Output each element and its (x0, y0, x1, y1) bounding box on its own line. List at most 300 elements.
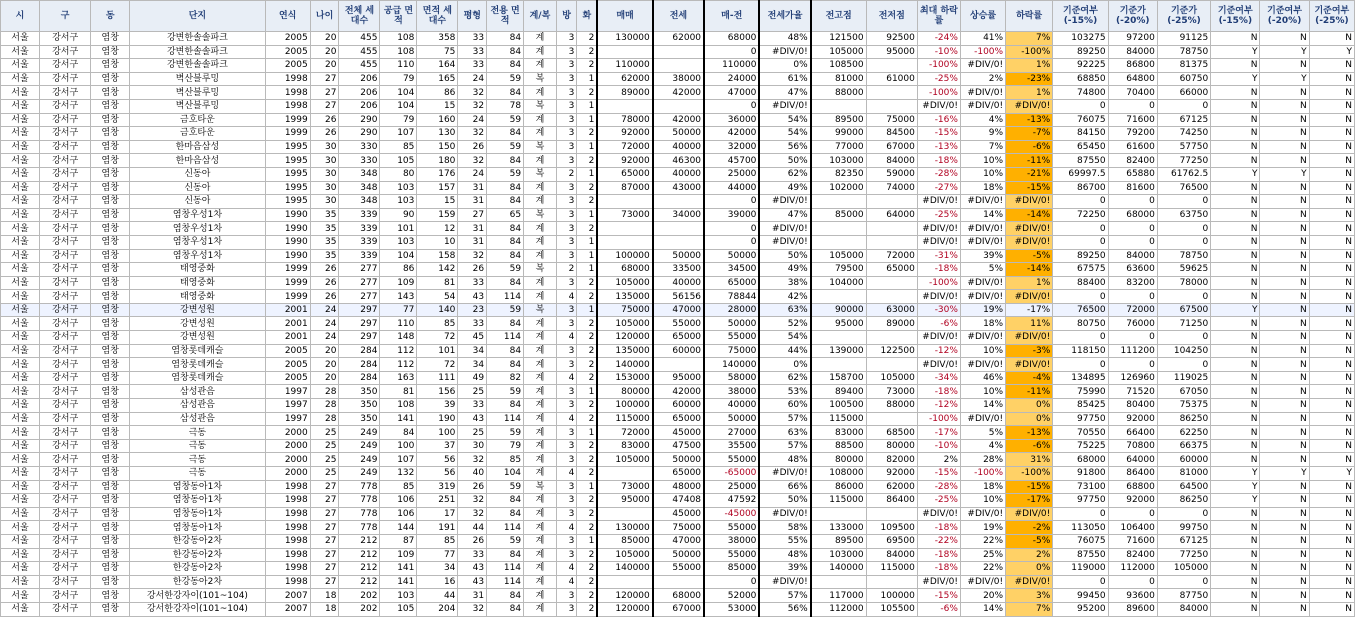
cell[interactable]: #DIV/0! (960, 222, 1005, 236)
cell[interactable] (597, 195, 652, 209)
cell[interactable]: 75 (417, 45, 458, 59)
table-row[interactable] (1, 276, 1355, 290)
cell[interactable]: 33 (458, 276, 487, 290)
cell[interactable]: N (1260, 127, 1309, 141)
cell[interactable]: 한마음삼성 (130, 154, 265, 168)
cell[interactable]: 140000 (597, 562, 652, 576)
cell[interactable]: 2005 (265, 45, 310, 59)
cell[interactable]: 염창 (91, 534, 130, 548)
column-header[interactable]: 전체 세대수 (339, 1, 380, 32)
cell[interactable]: 계 (524, 602, 557, 616)
cell[interactable]: 30 (458, 439, 487, 453)
cell[interactable]: 1990 (265, 235, 310, 249)
cell[interactable]: 91800 (1053, 467, 1108, 481)
cell[interactable]: #DIV/0! (1006, 195, 1053, 209)
cell[interactable]: 249 (339, 439, 380, 453)
cell[interactable]: 38000 (653, 72, 704, 86)
cell[interactable]: 89250 (1053, 249, 1108, 263)
cell[interactable]: 79500 (811, 263, 866, 277)
cell[interactable]: 115000 (811, 494, 866, 508)
cell[interactable]: 43 (458, 290, 487, 304)
table-row[interactable] (1, 439, 1355, 453)
cell[interactable]: -11% (1006, 154, 1053, 168)
cell[interactable]: 84 (487, 494, 524, 508)
cell[interactable]: 2% (960, 72, 1005, 86)
cell[interactable]: 36000 (704, 113, 759, 127)
cell[interactable]: 44 (417, 589, 458, 603)
cell[interactable]: N (1211, 426, 1260, 440)
cell[interactable]: 강서구 (39, 45, 90, 59)
cell[interactable]: 104 (380, 249, 417, 263)
cell[interactable]: 3 (556, 208, 577, 222)
cell[interactable]: #DIV/0! (917, 575, 960, 589)
cell[interactable] (866, 290, 917, 304)
cell[interactable]: 3 (556, 222, 577, 236)
cell[interactable]: 염창우성1차 (130, 235, 265, 249)
cell[interactable]: 삼성관음 (130, 412, 265, 426)
cell[interactable]: 132 (380, 467, 417, 481)
cell[interactable]: 79200 (1108, 127, 1157, 141)
cell[interactable]: 금호타운 (130, 127, 265, 141)
cell[interactable]: 삼성관음 (130, 385, 265, 399)
cell[interactable]: 서울 (1, 589, 40, 603)
cell[interactable]: 극동 (130, 467, 265, 481)
cell[interactable]: 89600 (1108, 602, 1157, 616)
cell[interactable]: 38000 (704, 385, 759, 399)
cell[interactable]: 2001 (265, 331, 310, 345)
cell[interactable]: 52% (759, 317, 810, 331)
cell[interactable]: 25% (960, 548, 1005, 562)
cell[interactable]: 105000 (597, 317, 652, 331)
cell[interactable]: N (1260, 195, 1309, 209)
cell[interactable]: 서울 (1, 412, 40, 426)
cell[interactable]: 65450 (1053, 140, 1108, 154)
cell[interactable]: 0 (1053, 507, 1108, 521)
cell[interactable]: 42000 (704, 127, 759, 141)
cell[interactable]: 염창 (91, 263, 130, 277)
cell[interactable]: 1998 (265, 534, 310, 548)
cell[interactable]: 58% (759, 521, 810, 535)
cell[interactable]: #DIV/0! (960, 86, 1005, 100)
cell[interactable]: 서울 (1, 222, 40, 236)
table-row[interactable] (1, 140, 1355, 154)
cell[interactable]: 강서구 (39, 344, 90, 358)
cell[interactable]: 85 (380, 480, 417, 494)
cell[interactable]: 76075 (1053, 534, 1108, 548)
cell[interactable]: 52000 (704, 589, 759, 603)
cell[interactable]: N (1211, 453, 1260, 467)
cell[interactable]: 32 (458, 602, 487, 616)
cell[interactable]: 41% (960, 32, 1005, 46)
cell[interactable]: 0% (1006, 412, 1053, 426)
cell[interactable]: 89000 (597, 86, 652, 100)
cell[interactable]: 2 (577, 59, 598, 73)
cell[interactable]: 강서구 (39, 86, 90, 100)
cell[interactable]: 49% (759, 181, 810, 195)
cell[interactable]: 10 (417, 235, 458, 249)
cell[interactable]: 55000 (704, 331, 759, 345)
cell[interactable]: 251 (417, 494, 458, 508)
cell[interactable]: 2 (577, 602, 598, 616)
cell[interactable]: 서울 (1, 140, 40, 154)
cell[interactable]: 27 (310, 575, 339, 589)
cell[interactable]: N (1211, 331, 1260, 345)
cell[interactable]: 117000 (811, 589, 866, 603)
cell[interactable]: 서울 (1, 154, 40, 168)
cell[interactable]: 82 (487, 371, 524, 385)
cell[interactable]: 134895 (1053, 371, 1108, 385)
cell[interactable]: 20 (310, 59, 339, 73)
cell[interactable]: N (1211, 154, 1260, 168)
cell[interactable]: N (1260, 208, 1309, 222)
cell[interactable]: 141 (380, 575, 417, 589)
cell[interactable]: 16 (417, 575, 458, 589)
cell[interactable]: -30% (917, 303, 960, 317)
cell[interactable]: 18% (960, 181, 1005, 195)
cell[interactable]: 24 (458, 72, 487, 86)
cell[interactable]: 114 (487, 331, 524, 345)
cell[interactable]: 56 (417, 453, 458, 467)
cell[interactable]: -7% (1006, 127, 1053, 141)
cell[interactable]: 서울 (1, 385, 40, 399)
cell[interactable]: 86700 (1053, 181, 1108, 195)
cell[interactable]: 82350 (811, 167, 866, 181)
cell[interactable]: 강서구 (39, 399, 90, 413)
cell[interactable]: 79 (380, 72, 417, 86)
cell[interactable]: 62250 (1157, 426, 1210, 440)
cell[interactable]: -18% (917, 154, 960, 168)
cell[interactable]: 105000 (1157, 562, 1210, 576)
cell[interactable]: 47592 (704, 494, 759, 508)
cell[interactable]: 84 (487, 235, 524, 249)
cell[interactable]: 3 (556, 59, 577, 73)
cell[interactable]: 복 (524, 72, 557, 86)
cell[interactable]: 10% (960, 385, 1005, 399)
column-header[interactable]: 기준여부 (-25%) (1309, 1, 1354, 32)
cell[interactable]: 3 (556, 534, 577, 548)
cell[interactable]: 계 (524, 521, 557, 535)
cell[interactable]: 90000 (811, 303, 866, 317)
cell[interactable]: #DIV/0! (917, 331, 960, 345)
cell[interactable]: 86250 (1157, 412, 1210, 426)
cell[interactable]: 72000 (597, 140, 652, 154)
cell[interactable]: 82400 (1108, 548, 1157, 562)
cell[interactable]: 염창 (91, 399, 130, 413)
cell[interactable]: 84 (487, 32, 524, 46)
cell[interactable]: 한강동아2차 (130, 534, 265, 548)
cell[interactable]: N (1260, 181, 1309, 195)
cell[interactable]: 2 (577, 507, 598, 521)
cell[interactable]: 염창동아1차 (130, 507, 265, 521)
cell[interactable]: -100% (960, 45, 1005, 59)
cell[interactable]: 84 (487, 276, 524, 290)
cell[interactable]: 4% (960, 113, 1005, 127)
cell[interactable]: 68800 (1108, 480, 1157, 494)
cell[interactable]: -2% (1006, 521, 1053, 535)
cell[interactable]: 계 (524, 412, 557, 426)
cell[interactable]: N (1211, 412, 1260, 426)
cell[interactable]: N (1211, 86, 1260, 100)
cell[interactable]: -11% (1006, 385, 1053, 399)
cell[interactable]: 34 (417, 562, 458, 576)
cell[interactable]: 57% (759, 439, 810, 453)
cell[interactable]: 78 (487, 99, 524, 113)
cell[interactable]: #DIV/0! (960, 575, 1005, 589)
cell[interactable]: 60750 (1157, 72, 1210, 86)
cell[interactable]: 계 (524, 507, 557, 521)
cell[interactable]: #DIV/0! (759, 467, 810, 481)
cell[interactable]: 190 (417, 412, 458, 426)
cell[interactable]: 1990 (265, 208, 310, 222)
cell[interactable]: 105 (380, 602, 417, 616)
cell[interactable]: 107 (380, 453, 417, 467)
cell[interactable]: -28% (917, 480, 960, 494)
cell[interactable]: 83000 (597, 439, 652, 453)
cell[interactable]: 105 (380, 154, 417, 168)
column-header[interactable]: 하락률 (1006, 1, 1053, 32)
cell[interactable]: 50000 (704, 317, 759, 331)
cell[interactable]: -21% (1006, 167, 1053, 181)
cell[interactable]: 염창 (91, 507, 130, 521)
cell[interactable]: 284 (339, 358, 380, 372)
cell[interactable]: #DIV/0! (960, 507, 1005, 521)
cell[interactable]: 97750 (1053, 494, 1108, 508)
cell[interactable] (597, 235, 652, 249)
cell[interactable]: 28 (310, 412, 339, 426)
cell[interactable]: 2 (577, 548, 598, 562)
cell[interactable]: 1 (577, 263, 598, 277)
cell[interactable]: 1998 (265, 507, 310, 521)
cell[interactable]: 강서구 (39, 453, 90, 467)
cell[interactable]: N (1211, 276, 1260, 290)
cell[interactable]: 강서구 (39, 575, 90, 589)
cell[interactable]: N (1309, 439, 1354, 453)
cell[interactable]: 2 (577, 222, 598, 236)
cell[interactable]: 서울 (1, 290, 40, 304)
cell[interactable]: 85425 (1053, 399, 1108, 413)
table-row[interactable] (1, 507, 1355, 521)
cell[interactable]: 1997 (265, 385, 310, 399)
cell[interactable]: 144 (380, 521, 417, 535)
cell[interactable]: -100% (917, 59, 960, 73)
cell[interactable]: 84000 (1108, 249, 1157, 263)
cell[interactable]: 114 (487, 290, 524, 304)
cell[interactable]: 27 (310, 86, 339, 100)
cell[interactable]: 염창동아1차 (130, 494, 265, 508)
cell[interactable]: 염창 (91, 208, 130, 222)
cell[interactable]: 43000 (653, 181, 704, 195)
cell[interactable]: 62% (759, 167, 810, 181)
cell[interactable]: 10% (960, 494, 1005, 508)
cell[interactable]: 강서구 (39, 249, 90, 263)
cell[interactable]: 88400 (1053, 276, 1108, 290)
cell[interactable]: 31 (458, 235, 487, 249)
column-header[interactable]: 방 (556, 1, 577, 32)
cell[interactable]: 25 (310, 439, 339, 453)
cell[interactable]: 서울 (1, 303, 40, 317)
cell[interactable]: 80750 (1053, 317, 1108, 331)
cell[interactable]: 54% (759, 113, 810, 127)
table-row[interactable] (1, 72, 1355, 86)
cell[interactable]: 81000 (811, 72, 866, 86)
cell[interactable]: N (1211, 181, 1260, 195)
cell[interactable]: 강서구 (39, 99, 90, 113)
cell[interactable]: 33 (458, 32, 487, 46)
cell[interactable]: 4 (556, 521, 577, 535)
cell[interactable]: 66000 (1157, 86, 1210, 100)
cell[interactable]: 서울 (1, 548, 40, 562)
cell[interactable]: 42000 (653, 113, 704, 127)
cell[interactable]: 55000 (704, 548, 759, 562)
cell[interactable]: 290 (339, 113, 380, 127)
cell[interactable]: #DIV/0! (759, 195, 810, 209)
cell[interactable]: 염창 (91, 521, 130, 535)
cell[interactable]: 2 (577, 412, 598, 426)
cell[interactable]: N (1211, 521, 1260, 535)
cell[interactable]: 106 (380, 494, 417, 508)
cell[interactable]: 계 (524, 154, 557, 168)
cell[interactable]: -5% (1006, 249, 1053, 263)
cell[interactable]: #DIV/0! (960, 195, 1005, 209)
cell[interactable]: 7% (960, 140, 1005, 154)
cell[interactable]: 서울 (1, 331, 40, 345)
cell[interactable]: 강서구 (39, 562, 90, 576)
cell[interactable]: 10% (960, 167, 1005, 181)
cell[interactable]: 0 (1157, 358, 1210, 372)
cell[interactable]: 강서구 (39, 589, 90, 603)
cell[interactable]: 강서구 (39, 208, 90, 222)
cell[interactable]: 61% (759, 72, 810, 86)
cell[interactable]: #DIV/0! (759, 575, 810, 589)
cell[interactable]: -15% (917, 589, 960, 603)
cell[interactable]: -18% (917, 521, 960, 535)
cell[interactable]: 42000 (653, 86, 704, 100)
cell[interactable]: 140 (417, 303, 458, 317)
cell[interactable]: N (1309, 303, 1354, 317)
cell[interactable]: 3 (556, 317, 577, 331)
cell[interactable]: 105000 (597, 548, 652, 562)
column-header[interactable]: 시 (1, 1, 40, 32)
cell[interactable]: N (1211, 562, 1260, 576)
cell[interactable]: 108 (380, 399, 417, 413)
cell[interactable]: 46% (960, 371, 1005, 385)
cell[interactable]: N (1309, 181, 1354, 195)
cell[interactable]: 4 (556, 290, 577, 304)
cell[interactable]: 14% (960, 602, 1005, 616)
table-row[interactable] (1, 263, 1355, 277)
table-row[interactable] (1, 86, 1355, 100)
cell[interactable]: 339 (339, 235, 380, 249)
cell[interactable]: 158 (417, 249, 458, 263)
cell[interactable]: 강서구 (39, 426, 90, 440)
cell[interactable]: N (1211, 208, 1260, 222)
cell[interactable]: 66400 (1108, 426, 1157, 440)
column-header[interactable]: 연식 (265, 1, 310, 32)
cell[interactable]: 153000 (597, 371, 652, 385)
cell[interactable]: 서울 (1, 534, 40, 548)
cell[interactable]: 111200 (1108, 344, 1157, 358)
cell[interactable]: 105000 (597, 453, 652, 467)
cell[interactable]: 서울 (1, 181, 40, 195)
cell[interactable]: 87 (380, 534, 417, 548)
cell[interactable]: 32000 (704, 140, 759, 154)
cell[interactable]: 계 (524, 222, 557, 236)
cell[interactable]: N (1309, 86, 1354, 100)
cell[interactable]: 1 (577, 385, 598, 399)
cell[interactable]: 1 (577, 426, 598, 440)
cell[interactable]: 25 (458, 426, 487, 440)
cell[interactable]: 77250 (1157, 154, 1210, 168)
cell[interactable]: 277 (339, 276, 380, 290)
cell[interactable]: 0 (1053, 575, 1108, 589)
cell[interactable]: 130000 (597, 521, 652, 535)
cell[interactable]: 0 (704, 575, 759, 589)
cell[interactable] (653, 45, 704, 59)
cell[interactable]: 2 (577, 181, 598, 195)
cell[interactable]: 72 (417, 331, 458, 345)
cell[interactable]: N (1211, 290, 1260, 304)
cell[interactable]: 50% (759, 494, 810, 508)
cell[interactable]: 75375 (1157, 399, 1210, 413)
cell[interactable]: 50% (759, 249, 810, 263)
cell[interactable]: 70400 (1108, 86, 1157, 100)
cell[interactable]: 57% (759, 589, 810, 603)
cell[interactable]: 1990 (265, 249, 310, 263)
cell[interactable]: 염창 (91, 140, 130, 154)
cell[interactable]: 서울 (1, 59, 40, 73)
cell[interactable]: 115000 (597, 412, 652, 426)
cell[interactable]: 20 (310, 358, 339, 372)
cell[interactable]: 강변한솔솔파크 (130, 45, 265, 59)
cell[interactable]: 143 (380, 290, 417, 304)
cell[interactable]: 50000 (704, 412, 759, 426)
column-header[interactable]: 전세 (653, 1, 704, 32)
cell[interactable]: 계 (524, 317, 557, 331)
cell[interactable]: 34000 (653, 208, 704, 222)
cell[interactable]: 90 (380, 208, 417, 222)
cell[interactable]: #DIV/0! (759, 222, 810, 236)
cell[interactable]: -65000 (704, 467, 759, 481)
cell[interactable]: -31% (917, 249, 960, 263)
cell[interactable]: 64000 (866, 208, 917, 222)
cell[interactable]: 2 (577, 358, 598, 372)
cell[interactable]: 61762.5 (1157, 167, 1210, 181)
cell[interactable]: 강서구 (39, 548, 90, 562)
cell[interactable]: 서울 (1, 426, 40, 440)
cell[interactable]: 서울 (1, 399, 40, 413)
cell[interactable]: 35 (310, 249, 339, 263)
cell[interactable]: 85 (417, 534, 458, 548)
cell[interactable]: 서울 (1, 208, 40, 222)
cell[interactable]: 2% (1006, 548, 1053, 562)
cell[interactable]: 염창 (91, 222, 130, 236)
cell[interactable]: 강서구 (39, 127, 90, 141)
cell[interactable]: 1997 (265, 412, 310, 426)
table-row[interactable] (1, 303, 1355, 317)
cell[interactable]: 56% (759, 602, 810, 616)
cell[interactable]: 4 (556, 575, 577, 589)
cell[interactable]: 86400 (866, 494, 917, 508)
cell[interactable]: 133000 (811, 521, 866, 535)
cell[interactable]: 84 (487, 222, 524, 236)
cell[interactable]: 1999 (265, 276, 310, 290)
cell[interactable]: 1995 (265, 167, 310, 181)
cell[interactable]: 49 (458, 371, 487, 385)
cell[interactable]: 157 (417, 181, 458, 195)
cell[interactable]: N (1260, 263, 1309, 277)
cell[interactable]: -100% (917, 86, 960, 100)
cell[interactable]: 극동 (130, 453, 265, 467)
